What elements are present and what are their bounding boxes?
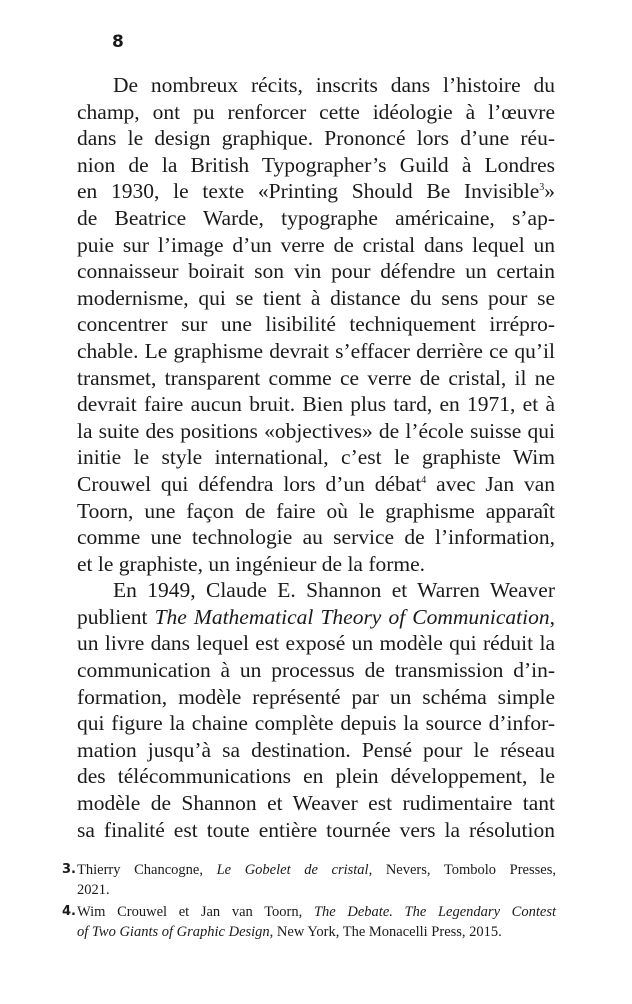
text-line: un livre dans lequel est exposé un modèle qui réduit la: [77, 631, 555, 656]
footnote-marker: 3.: [62, 862, 76, 877]
footnotes: [62, 860, 556, 944]
footnote-publisher: , Nevers, Tombolo Presses,: [368, 862, 556, 878]
body-text: [77, 72, 555, 843]
text-line: dans le design graphique. Prononcé lors d’une réu-: [77, 126, 555, 151]
text-line: initie le style international, c’est le graphiste Wim: [77, 445, 555, 470]
footnote-ref: 3: [539, 182, 545, 194]
text-line: puie sur l’image d’un verre de cristal dans lequel un: [77, 232, 555, 257]
text-segment: en 1930, le texte «Printing Should Be Invisible: [77, 179, 540, 204]
text-line: communication à un processus de transmission d’in-: [77, 658, 555, 683]
text-line: [77, 604, 555, 631]
page-number: 8: [112, 32, 124, 52]
text-line: la suite des positions «objectives» de l’école suisse qui: [77, 418, 555, 443]
text-segment: »: [544, 179, 555, 204]
text-line: champ, ont pu renforcer cette idéologie à l’œuvre: [77, 99, 555, 124]
footnote-title: The Debate. The Legendary Contest: [313, 904, 556, 920]
text-line: sa finalité est toute entière tournée vers la résolution: [77, 817, 555, 842]
text-line: des télécommunications en plein développement, le: [77, 764, 555, 789]
text-line: devrait faire aucun bruit. Bien plus tard, en 1971, et à: [77, 392, 555, 417]
text-line: connaisseur boirait son vin pour défendre un certain: [77, 259, 555, 284]
footnote-4: [62, 902, 556, 942]
text-line: En 1949, Claude E. Shannon et Warren Weaver: [113, 578, 555, 603]
footnote-publisher: , New York, The Monacelli Press, 2015.: [269, 924, 502, 940]
footnote-line: 2021.: [77, 882, 110, 898]
footnote-title: of Two Giants of Graphic Design: [77, 924, 270, 940]
footnote-line: [77, 860, 556, 880]
text-segment: publient: [77, 604, 155, 629]
text-line: transmet, transparent comme ce verre de cristal, il ne: [77, 365, 555, 390]
text-segment: avec Jan van: [426, 471, 555, 496]
footnote-marker: 4.: [62, 904, 76, 919]
text-line: formation, modèle représenté par un schéma simple: [77, 684, 555, 709]
text-line: et le graphiste, un ingénieur de la forme.: [77, 551, 426, 576]
text-line: Toorn, une façon de faire où le graphisme apparaît: [77, 498, 555, 523]
footnote-title: Le Gobelet de cristal: [216, 862, 369, 878]
text-line: qui figure la chaine complète depuis la source d’infor-: [77, 711, 555, 736]
footnote-line: [77, 922, 556, 942]
text-line: modèle de Shannon et Weaver est rudimentaire tant: [77, 791, 555, 816]
footnote-ref: 4: [421, 474, 427, 486]
text-line: modernisme, qui se tient à distance du sens pour se: [77, 285, 555, 310]
footnote-3: [62, 860, 556, 900]
text-line: de Beatrice Warde, typographe américaine, s’ap-: [77, 205, 555, 230]
text-line: [77, 178, 555, 205]
text-segment: ,: [549, 604, 556, 629]
text-line: De nombreux récits, inscrits dans l’histoire du: [113, 73, 555, 97]
footnote-author: Wim Crouwel et Jan van Toorn,: [77, 904, 314, 920]
text-line: nion de la British Typographer’s Guild à Londres: [77, 152, 555, 177]
text-segment: Crouwel qui défendra lors d’un débat: [77, 471, 422, 496]
footnote-line: [77, 902, 556, 922]
text-line: mation jusqu’à sa destination. Pensé pour le réseau: [77, 737, 555, 762]
text-line: chable. Le graphisme devrait s’effacer derrière ce qu’il: [77, 338, 555, 363]
text-line: [77, 471, 555, 498]
text-line: concentrer sur une lisibilité techniquement irrépro-: [77, 312, 555, 337]
book-title: The Mathematical Theory of Communication: [154, 604, 550, 629]
text-line: comme une technologie au service de l’information,: [77, 525, 555, 550]
footnote-author: Thierry Chancogne,: [77, 862, 217, 878]
